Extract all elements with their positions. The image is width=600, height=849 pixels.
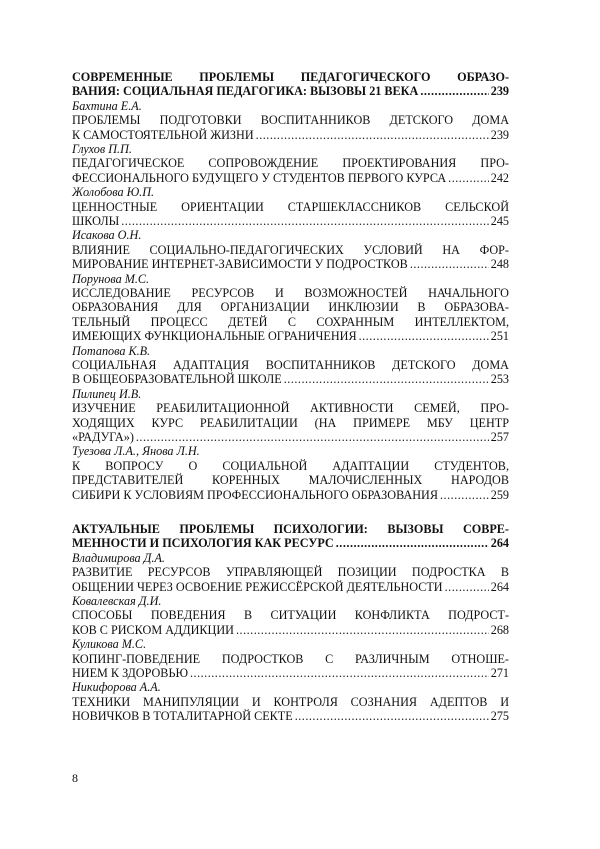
- page-ref: 259: [490, 487, 509, 502]
- entry-title-line: ПЕДАГОГИЧЕСКОЕ СОПРОВОЖДЕНИЕ ПРОЕКТИРОВАНИЯ ПРО-: [72, 156, 509, 171]
- section-heading: [72, 522, 509, 551]
- toc-entry: [72, 680, 509, 723]
- entry-title-line: РАЗВИТИЕ РЕСУРСОВ УПРАВЛЯЮЩЕЙ ПОЗИЦИИ ПОДРОСТКА В: [72, 565, 509, 580]
- toc-entry: [72, 637, 509, 680]
- dot-leader: [445, 580, 489, 594]
- entry-author: Бахтина Е.А.: [72, 98, 142, 113]
- page-ref: 271: [490, 665, 509, 680]
- entry-author: Порунова М.С.: [72, 271, 150, 286]
- dot-leader: [256, 128, 489, 142]
- section-title-text: ВАНИЯ: СОЦИАЛЬНАЯ ПЕДАГОГИКА: ВЫЗОВЫ 21 ВЕКА: [72, 84, 419, 99]
- entry-title-line: ИССЛЕДОВАНИЕ РЕСУРСОВ И ВОЗМОЖНОСТЕЙ НАЧАЛЬНОГО: [72, 286, 509, 301]
- entry-author: Куликова М.С.: [72, 637, 147, 652]
- dot-leader: [284, 372, 489, 386]
- dot-leader: [236, 623, 489, 637]
- entry-title-last-line: [72, 709, 509, 723]
- entry-title-last-line: [72, 666, 509, 680]
- toc-entry: [72, 228, 509, 271]
- entry-title-line: СПОСОБЫ ПОВЕДЕНИЯ В СИТУАЦИИ КОНФЛИКТА ПОДРОСТ-: [72, 608, 509, 623]
- dot-leader: [420, 84, 488, 98]
- entry-title-line: ОБРАЗОВАНИЯ ДЛЯ ОРГАНИЗАЦИИ ИНКЛЮЗИИ В ОБРАЗОВА-: [72, 300, 509, 315]
- dot-leader: [410, 257, 489, 271]
- entry-title-line: ВЛИЯНИЕ СОЦИАЛЬНО-ПЕДАГОГИЧЕСКИХ УСЛОВИЙ НА ФОР-: [72, 242, 509, 257]
- entry-author: Пилипец И.В.: [72, 386, 142, 401]
- entry-title-last-line: [72, 580, 509, 594]
- toc-entry: [72, 594, 509, 637]
- toc-entry: [72, 444, 509, 502]
- page-ref: 257: [490, 429, 509, 444]
- entry-title-last-line: [72, 623, 509, 637]
- entry-author: Потапова К.В.: [72, 343, 151, 358]
- entry-title-line: СОЦИАЛЬНАЯ АДАПТАЦИЯ ВОСПИТАННИКОВ ДЕТСКОГО ДОМА: [72, 358, 509, 372]
- entry-title-line: ТЕХНИКИ МАНИПУЛЯЦИИ И КОНТРОЛЯ СОЗНАНИЯ АДЕПТОВ И: [72, 694, 509, 709]
- dot-leader: [448, 171, 489, 185]
- dot-leader: [359, 329, 489, 343]
- entry-title-line: ПРЕДСТАВИТЕЛЕЙ КОРЕННЫХ МАЛОЧИСЛЕННЫХ НАРОДОВ: [72, 473, 509, 488]
- entry-title-text: НОВИЧКОВ В ТОТАЛИТАРНОЙ СЕКТЕ: [72, 709, 293, 724]
- entry-title-last-line: [72, 128, 509, 142]
- entry-author: Туезова Л.А., Янова Л.Н.: [72, 444, 200, 459]
- page-ref: 275: [490, 709, 509, 724]
- entry-author: Жолобова Ю.П.: [72, 185, 155, 200]
- toc-entry: [72, 387, 509, 445]
- entry-title-text: ИМЕЮЩИХ ФУНКЦИОНАЛЬНЫЕ ОГРАНИЧЕНИЯ: [72, 329, 357, 344]
- section-title-last-line: [72, 84, 509, 98]
- section-title-text: МЕННОСТИ И ПСИХОЛОГИЯ КАК РЕСУРС: [72, 536, 334, 551]
- dot-leader: [136, 430, 489, 444]
- toc-entry: [72, 142, 509, 185]
- toc-entry: [72, 272, 509, 344]
- toc-entry: [72, 344, 509, 387]
- entry-title-last-line: [72, 430, 509, 444]
- dot-leader: [336, 536, 489, 550]
- entry-title-last-line: [72, 329, 509, 343]
- section-title-line: СОВРЕМЕННЫЕ ПРОБЛЕМЫ ПЕДАГОГИЧЕСКОГО ОБРАЗО-: [72, 70, 509, 84]
- dot-leader: [295, 709, 489, 723]
- entry-title-last-line: [72, 171, 509, 185]
- entry-title-line: ЦЕННОСТНЫЕ ОРИЕНТАЦИИ СТАРШЕКЛАССНИКОВ СЕЛЬСКОЙ: [72, 199, 509, 214]
- entry-title-text: «РАДУГА»): [72, 429, 134, 444]
- page-ref: 242: [490, 170, 509, 185]
- entry-title-last-line: [72, 214, 509, 228]
- section-heading: [72, 70, 509, 99]
- entry-author: Исакова О.Н.: [72, 228, 142, 243]
- entry-title-line: К ВОПРОСУ О СОЦИАЛЬНОЙ АДАПТАЦИИ СТУДЕНТОВ,: [72, 458, 509, 473]
- entry-author: Владимирова Д.А.: [72, 550, 165, 565]
- entry-title-line: ПРОБЛЕМЫ ПОДГОТОВКИ ВОСПИТАННИКОВ ДЕТСКОГО ДОМА: [72, 113, 509, 128]
- page-ref: 251: [490, 329, 509, 344]
- page-ref: 264: [490, 536, 509, 551]
- entry-title-line: КОПИНГ-ПОВЕДЕНИЕ ПОДРОСТКОВ С РАЗЛИЧНЫМ ОТНОШЕ-: [72, 651, 509, 666]
- entry-title-line: ХОДЯЩИХ КУРС РЕАБИЛИТАЦИИ (НА ПРИМЕРЕ МБУ ЦЕНТР: [72, 415, 509, 430]
- entry-title-last-line: [72, 488, 509, 502]
- toc-entry: [72, 551, 509, 594]
- entry-author: Глухов П.П.: [72, 142, 132, 156]
- dot-leader: [121, 214, 489, 228]
- entry-author: Никифорова А.А.: [72, 680, 161, 695]
- entry-title-last-line: [72, 257, 509, 271]
- entry-title-text: ОБЩЕНИИ ЧЕРЕЗ ОСВОЕНИЕ РЕЖИССЁРСКОЙ ДЕЯТЕЛЬНОСТИ: [72, 579, 443, 594]
- section-title-last-line: [72, 536, 509, 550]
- page-ref: 253: [490, 372, 509, 387]
- page-ref: 268: [490, 622, 509, 637]
- entry-title-text: СИБИРИ К УСЛОВИЯМ ПРОФЕССИОНАЛЬНОГО ОБРАЗОВАНИЯ: [72, 487, 438, 502]
- entry-title-line: ТЕЛЬНЫЙ ПРОЦЕСС ДЕТЕЙ С СОХРАННЫМ ИНТЕЛЛЕКТОМ,: [72, 314, 509, 329]
- page-ref: 248: [490, 257, 509, 272]
- entry-title-text: НИЕМ К ЗДОРОВЬЮ: [72, 665, 188, 680]
- page-number: 8: [72, 771, 78, 785]
- entry-title-text: ШКОЛЫ: [72, 214, 120, 228]
- toc-entry: [72, 185, 509, 228]
- page-ref: 239: [490, 127, 509, 142]
- table-of-contents: [72, 70, 509, 724]
- entry-title-last-line: [72, 372, 509, 386]
- toc-entry: [72, 99, 509, 142]
- section-title-line: АКТУАЛЬНЫЕ ПРОБЛЕМЫ ПСИХОЛОГИИ: ВЫЗОВЫ СОВРЕ-: [72, 521, 509, 536]
- entry-title-text: МИРОВАНИЕ ИНТЕРНЕТ-ЗАВИСИМОСТИ У ПОДРОСТКОВ: [72, 257, 408, 272]
- entry-title-line: ИЗУЧЕНИЕ РЕАБИЛИТАЦИОННОЙ АКТИВНОСТИ СЕМЕЙ, ПРО-: [72, 401, 509, 416]
- page-ref: 245: [490, 214, 509, 228]
- dot-leader: [190, 666, 489, 680]
- entry-title-text: КОВ С РИСКОМ АДДИКЦИИ: [72, 622, 234, 637]
- page-ref: 264: [490, 579, 509, 594]
- page-ref: 239: [490, 84, 509, 99]
- entry-title-text: В ОБЩЕОБРАЗОВАТЕЛЬНОЙ ШКОЛЕ: [72, 372, 282, 387]
- entry-title-text: К САМОСТОЯТЕЛЬНОЙ ЖИЗНИ: [72, 127, 254, 142]
- entry-author: Ковалевская Д.И.: [72, 593, 162, 608]
- dot-leader: [440, 488, 489, 502]
- entry-title-text: ФЕССИОНАЛЬНОГО БУДУЩЕГО У СТУДЕНТОВ ПЕРВОГО КУРСА: [72, 170, 447, 185]
